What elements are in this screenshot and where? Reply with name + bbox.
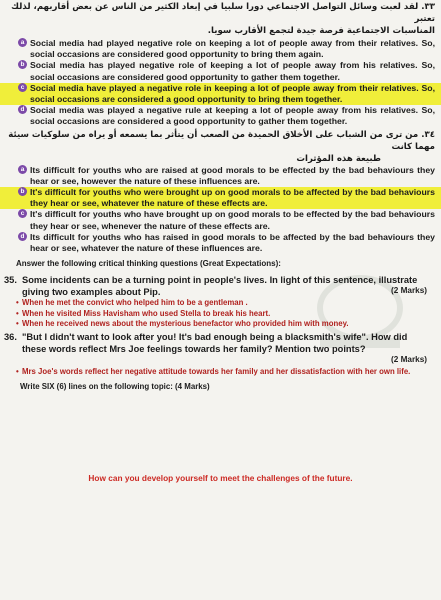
- question-number: 36.: [4, 332, 17, 343]
- q34-option-a[interactable]: [0, 38, 441, 60]
- writing-instruction: Write SIX (6) lines on the following topic: (4 Marks): [20, 381, 210, 391]
- section-title: Answer the following critical thinking questions (Great Expectations):: [16, 259, 281, 269]
- q34-arabic-line1: ٣٣. لقد لعبت وسائل التواصل الاجتماعي دورا سلبيا في إبعاد الكثير من الناس عن بعض أقاربهم، لذلك تعتبر: [11, 2, 435, 24]
- marks-label: (2 Marks): [391, 286, 427, 296]
- answer-item: • When he met the convict who helped him to be a gentleman .: [16, 298, 248, 308]
- option-letter: b: [18, 187, 27, 196]
- answer-item: • When he visited Miss Havisham who used Stella to break his heart.: [16, 308, 271, 318]
- option-text: Social media has played negative role of keeping a lot of people away from his relatives. So, social occasions are considered good opportunity to gather them together.: [30, 60, 435, 82]
- option-letter: a: [18, 38, 27, 47]
- q34-option-d[interactable]: [0, 105, 441, 127]
- q34-option-c-highlighted[interactable]: [0, 83, 441, 105]
- option-letter: d: [18, 232, 27, 241]
- option-letter: d: [18, 105, 27, 114]
- q35a-arabic-line2: طبيعة هذه المؤثرات: [296, 153, 381, 164]
- option-text: Social media have played a negative role in keeping a lot of people away from their relatives. So, social occasions are considered a good opportunity to bring them together.: [30, 82, 435, 105]
- q35a-option-d[interactable]: [0, 232, 441, 254]
- answer-item: • When he received news about the mysterious benefactor who provided him with money.: [16, 319, 349, 329]
- q35a-arabic-line1: ٣٤. من ترى من الشباب على الأخلاق الحميدة من الصعب أن يتأثر بما يسمعه أو يراه من سلوكيات سيئة مهما كانت: [8, 129, 435, 152]
- question-36: [0, 331, 441, 355]
- option-letter: c: [18, 209, 27, 218]
- option-letter: a: [18, 165, 27, 174]
- q35a-option-c[interactable]: [0, 209, 441, 231]
- question-text: "But I didn't want to look after you! It's bad enough being a blacksmith's wife". How did these words reflect Mrs Joe feelings towards her family? Mention two points?: [22, 332, 408, 355]
- option-text: Its difficult for youths who has raised in good morals to be affected by the bad behaviours they hear or see, whatever the nature of these influences are.: [30, 231, 435, 254]
- q35a-option-b-highlighted[interactable]: [0, 187, 441, 209]
- question-text: Some incidents can be a turning point in people's lives. In light of this sentence, illustrate giving two examples about Pip.: [22, 275, 418, 298]
- marks-label: (2 Marks): [391, 355, 427, 365]
- writing-topic: How can you develop yourself to meet the challenges of the future.: [88, 473, 353, 483]
- answer-item: • Mrs Joe's words reflect her negative attitude towards her family and her dissatisfaction with her own life.: [16, 367, 411, 377]
- option-text: Social media had played negative role on keeping a lot of people away from their relatives. So, social occasions are considered good opportunity to bring them again.: [30, 38, 435, 60]
- option-text: Social media was played a negative rule at keeping a lot of people away from his relatives. So, social occasions are considered a good opportunity to gather them together.: [30, 105, 435, 127]
- q34-option-b[interactable]: [0, 60, 441, 82]
- option-letter: c: [18, 83, 27, 92]
- question-number: 35.: [4, 275, 17, 286]
- option-text: Its difficult for youths who are raised at good morals to be effected by the bad behaviours they hear or see, however the nature of these influences are.: [30, 164, 435, 186]
- question-35: [0, 274, 441, 298]
- option-letter: b: [18, 60, 27, 69]
- q34-arabic-line2: المناسبات الاجتماعية فرصة جيدة لتجمع الأقارب سويا.: [207, 26, 435, 36]
- option-text: It's difficult for youths who were brought up on good morals to be affected by the bad behaviours they hear or see, whatever the nature of these effects are.: [30, 187, 435, 209]
- q35a-option-a[interactable]: [0, 165, 441, 187]
- option-text: It's difficult for youths who have brought up on good morals to be effected by the bad behaviours they hear or see, whenever the nature of these effects are.: [30, 209, 435, 231]
